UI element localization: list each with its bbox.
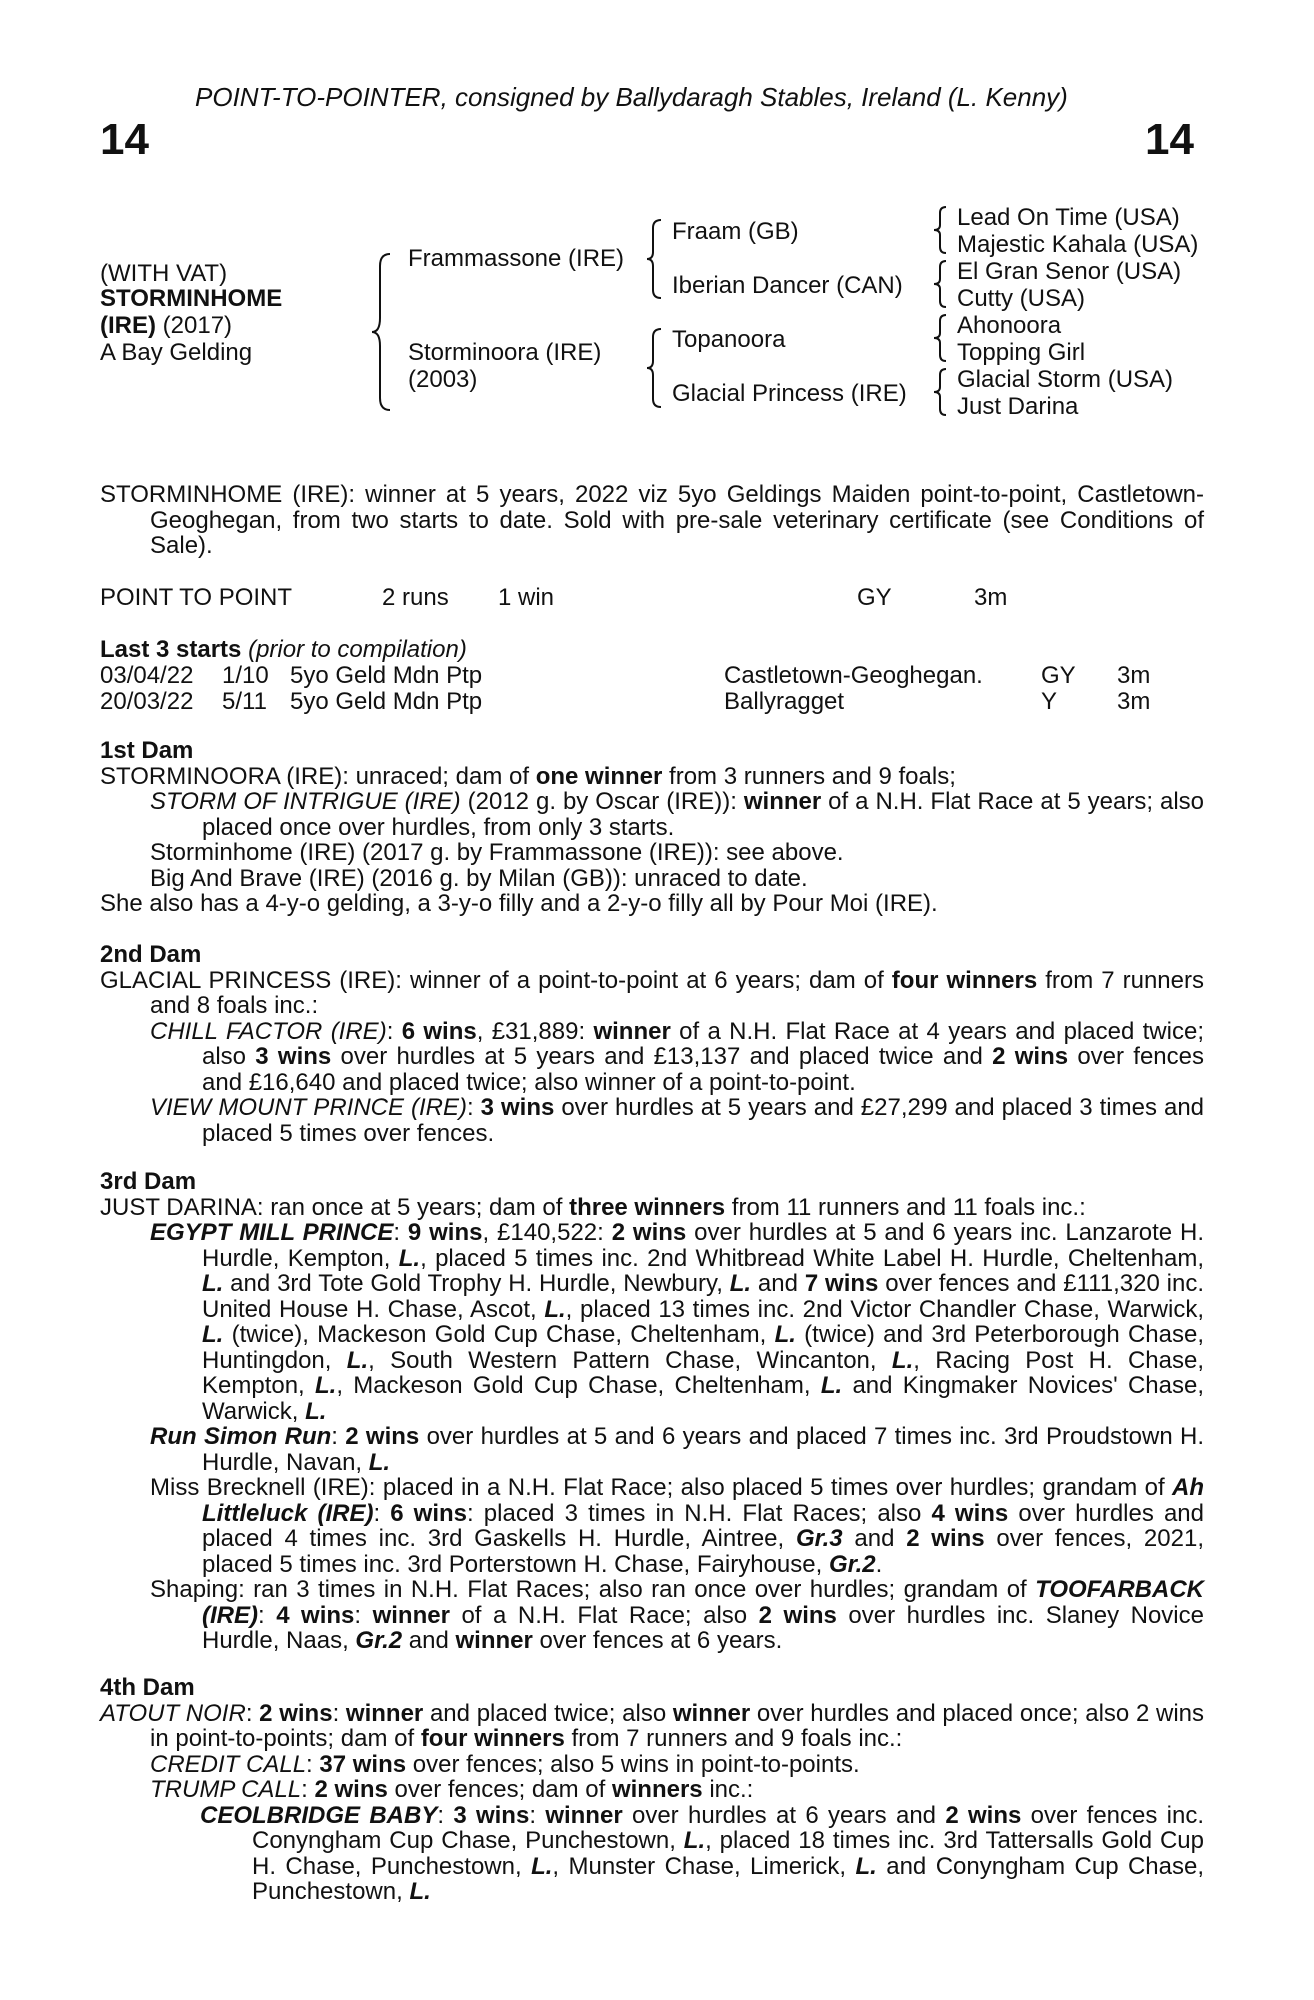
record-going: GY (857, 584, 892, 611)
summary-section (100, 482, 1204, 559)
pedigree-brace-main (370, 252, 396, 412)
last-starts-title: Last 3 starts (100, 636, 242, 663)
horse-country: (IRE) (100, 312, 156, 339)
gen3-7: Glacial Storm (USA) (957, 366, 1174, 393)
fourth-dam-grandproduce: CEOLBRIDGE BABY: 3 wins: winner over hurdles at 6 years and 2 wins over fences inc. Conyngham Cup Chase, Punchestown, L., placed 18 times inc. 3rd Tattersalls Gold Cup H. Chase, Punchestown, L., Munster Chase, Limerick, L. and Conyngham Cup Chase, Punchestown, L. (200, 1801, 1205, 1905)
first-dam-heading: 1st Dam (100, 737, 194, 764)
gen3-5: Ahonoora (957, 312, 1062, 339)
horse-name: STORMINHOME (100, 285, 283, 312)
summary-text: STORMINHOME (IRE): winner at 5 years, 2022 viz 5yo Geldings Maiden point-to-point, Castletown-Geoghegan, from two starts to date. Sold with pre-sale veterinary certificate (see Conditions of Sale). (100, 481, 1204, 559)
gen3-6: Topping Girl (957, 339, 1086, 366)
horse-year: (2017) (162, 312, 233, 339)
fourth-dam-heading: 4th Dam (100, 1674, 195, 1701)
lot-number-right: 14 (1145, 115, 1194, 164)
record-runs: 2 runs (382, 584, 449, 611)
start-position: 5/11 (222, 688, 267, 715)
lot-number-left: 14 (100, 115, 149, 164)
dam: Storminoora (IRE) (408, 339, 602, 366)
gen3-4: Cutty (USA) (957, 285, 1086, 312)
first-dam-produce: STORM OF INTRIGUE (IRE) (2012 g. by Oscar (IRE)): winner of a N.H. Flat Race at 5 years; also placed once over hurdles, from only 3 starts. (150, 788, 1205, 841)
start-distance: 3m (1117, 688, 1151, 715)
consignor-header: POINT-TO-POINTER, consigned by Ballydaragh Stables, Ireland (L. Kenny) (195, 82, 1068, 112)
pedigree-brace-dam (645, 327, 665, 409)
start-race: 5yo Geld Mdn Ptp (290, 688, 483, 715)
third-dam-produce: Shaping: ran 3 times in N.H. Flat Races; also ran once over hurdles; grandam of TOOFARBACK (IRE): 4 wins: winner of a N.H. Flat Race; also 2 wins over hurdles inc. Slaney Novice Hurdle, Naas, Gr.2 and winner over fences at 6 years. (150, 1576, 1204, 1654)
fourth-dam-section (100, 1675, 1204, 1905)
gen3-8: Just Darina (957, 393, 1079, 420)
second-dam-produce: CHILL FACTOR (IRE): 6 wins, £31,889: winner of a N.H. Flat Race at 4 years and placed twice; also 3 wins over hurdles at 5 years and £13,137 and placed twice and 2 wins over fences and £16,640 and placed twice; also winner of a point-to-point. (150, 1017, 1204, 1096)
sire-dam: Iberian Dancer (CAN) (672, 272, 903, 299)
last-starts-heading (100, 636, 467, 664)
brace-g3-2 (932, 259, 950, 309)
start-distance: 3m (1117, 662, 1151, 689)
dam-dam: Glacial Princess (IRE) (672, 380, 907, 407)
first-dam-produce: Storminhome (IRE) (2017 g. by Frammassone (IRE)): see above. (150, 839, 844, 866)
third-dam-produce: EGYPT MILL PRINCE: 9 wins, £140,522: 2 wins over hurdles at 5 and 6 years inc. Lanzarote H. Hurdle, Kempton, L., placed 5 times inc. 2nd Whitbread White Label H. Hurdle, Cheltenham, L. and 3rd Tote Gold Trophy H. Hurdle, Newbury, L. and 7 wins over fences and £111,320 inc. United House H. Chase, Ascot, L., placed 13 times inc. 2nd Victor Chandler Chase, Warwick, L. (twice), Mackeson Gold Cup Chase, Cheltenham, L. (twice) and 3rd Peterborough Chase, Huntingdon, L., South Western Pattern Chase, Wincanton, L., Racing Post H. Chase, Kempton, L., Mackeson Gold Cup Chase, Cheltenham, L. and Kingmaker Novices' Chase, Warwick, L. (150, 1219, 1205, 1425)
pedigree-brace-sire (645, 218, 665, 300)
third-dam-produce: Miss Brecknell (IRE): placed in a N.H. Flat Race; also placed 5 times over hurdles; grandam of Ah Littleluck (IRE): 6 wins: placed 3 times in N.H. Flat Races; also 4 wins over hurdles and placed 4 times inc. 3rd Gaskells H. Hurdle, Aintree, Gr.3 and 2 wins over fences, 2021, placed 5 times inc. 3rd Porterstown H. Chase, Fairyhouse, Gr.2. (150, 1474, 1205, 1578)
start-going: Y (1041, 688, 1058, 715)
record-distance: 3m (974, 584, 1008, 611)
brace-g3-3 (932, 313, 950, 363)
start-course: Ballyragget (724, 688, 845, 715)
first-dam-section (100, 738, 1204, 917)
dam-year: (2003) (408, 366, 478, 393)
fourth-dam-produce: CREDIT CALL: 37 wins over fences; also 5 wins in point-to-points. (150, 1750, 860, 1778)
third-dam-section (100, 1169, 1204, 1654)
first-dam-produce: Big And Brave (IRE) (2016 g. by Milan (GB)): unraced to date. (150, 864, 808, 892)
vat-note: (WITH VAT) (100, 260, 228, 287)
first-dam-note: She also has a 4-y-o gelding, a 3-y-o filly and a 2-y-o filly all by Pour Moi (IRE). (100, 890, 938, 917)
horse-description: A Bay Gelding (100, 339, 253, 366)
start-course: Castletown-Geoghegan. (724, 662, 983, 689)
brace-g3-4 (932, 367, 950, 417)
second-dam-line: GLACIAL PRINCESS (IRE): winner of a point-to-point at 6 years; dam of four winners from 7 runners and 8 foals inc.: (100, 966, 1204, 1019)
third-dam-line: JUST DARINA: ran once at 5 years; dam of three winners from 11 runners and 11 foals inc.: (100, 1193, 1086, 1221)
fourth-dam-line: ATOUT NOIR: 2 wins: winner and placed twice; also winner over hurdles and placed once; also 2 wins in point-to-points; dam of four winners from 7 runners and 9 foals inc.: (100, 1699, 1205, 1752)
start-race: 5yo Geld Mdn Ptp (290, 662, 483, 689)
third-dam-heading: 3rd Dam (100, 1168, 197, 1195)
start-position: 1/10 (222, 662, 269, 689)
record-wins: 1 win (498, 584, 555, 611)
brace-g3-1 (932, 205, 950, 255)
start-date: 20/03/22 (100, 688, 194, 715)
record-label: POINT TO POINT (100, 584, 293, 611)
horse-country-year (100, 312, 232, 340)
second-dam-section (100, 942, 1204, 1146)
gen3-2: Majestic Kahala (USA) (957, 231, 1199, 258)
third-dam-produce: Run Simon Run: 2 wins over hurdles at 5 and 6 years and placed 7 times inc. 3rd Proudstown H. Hurdle, Navan, L. (150, 1423, 1205, 1476)
first-dam-line: STORMINOORA (IRE): unraced; dam of one winner from 3 runners and 9 foals; (100, 762, 956, 790)
sire: Frammassone (IRE) (408, 245, 625, 272)
gen3-1: Lead On Time (USA) (957, 204, 1180, 231)
start-date: 03/04/22 (100, 662, 194, 689)
second-dam-heading: 2nd Dam (100, 941, 202, 968)
last-starts-note: (prior to compilation) (248, 636, 467, 663)
sire-sire: Fraam (GB) (672, 218, 799, 245)
gen3-3: El Gran Senor (USA) (957, 258, 1182, 285)
second-dam-produce: VIEW MOUNT PRINCE (IRE): 3 wins over hurdles at 5 years and £27,299 and placed 3 times and placed 5 times over fences. (150, 1094, 1205, 1147)
fourth-dam-produce: TRUMP CALL: 2 wins over fences; dam of winners inc.: (150, 1776, 754, 1803)
dam-sire: Topanoora (672, 326, 786, 353)
start-going: GY (1041, 662, 1076, 689)
